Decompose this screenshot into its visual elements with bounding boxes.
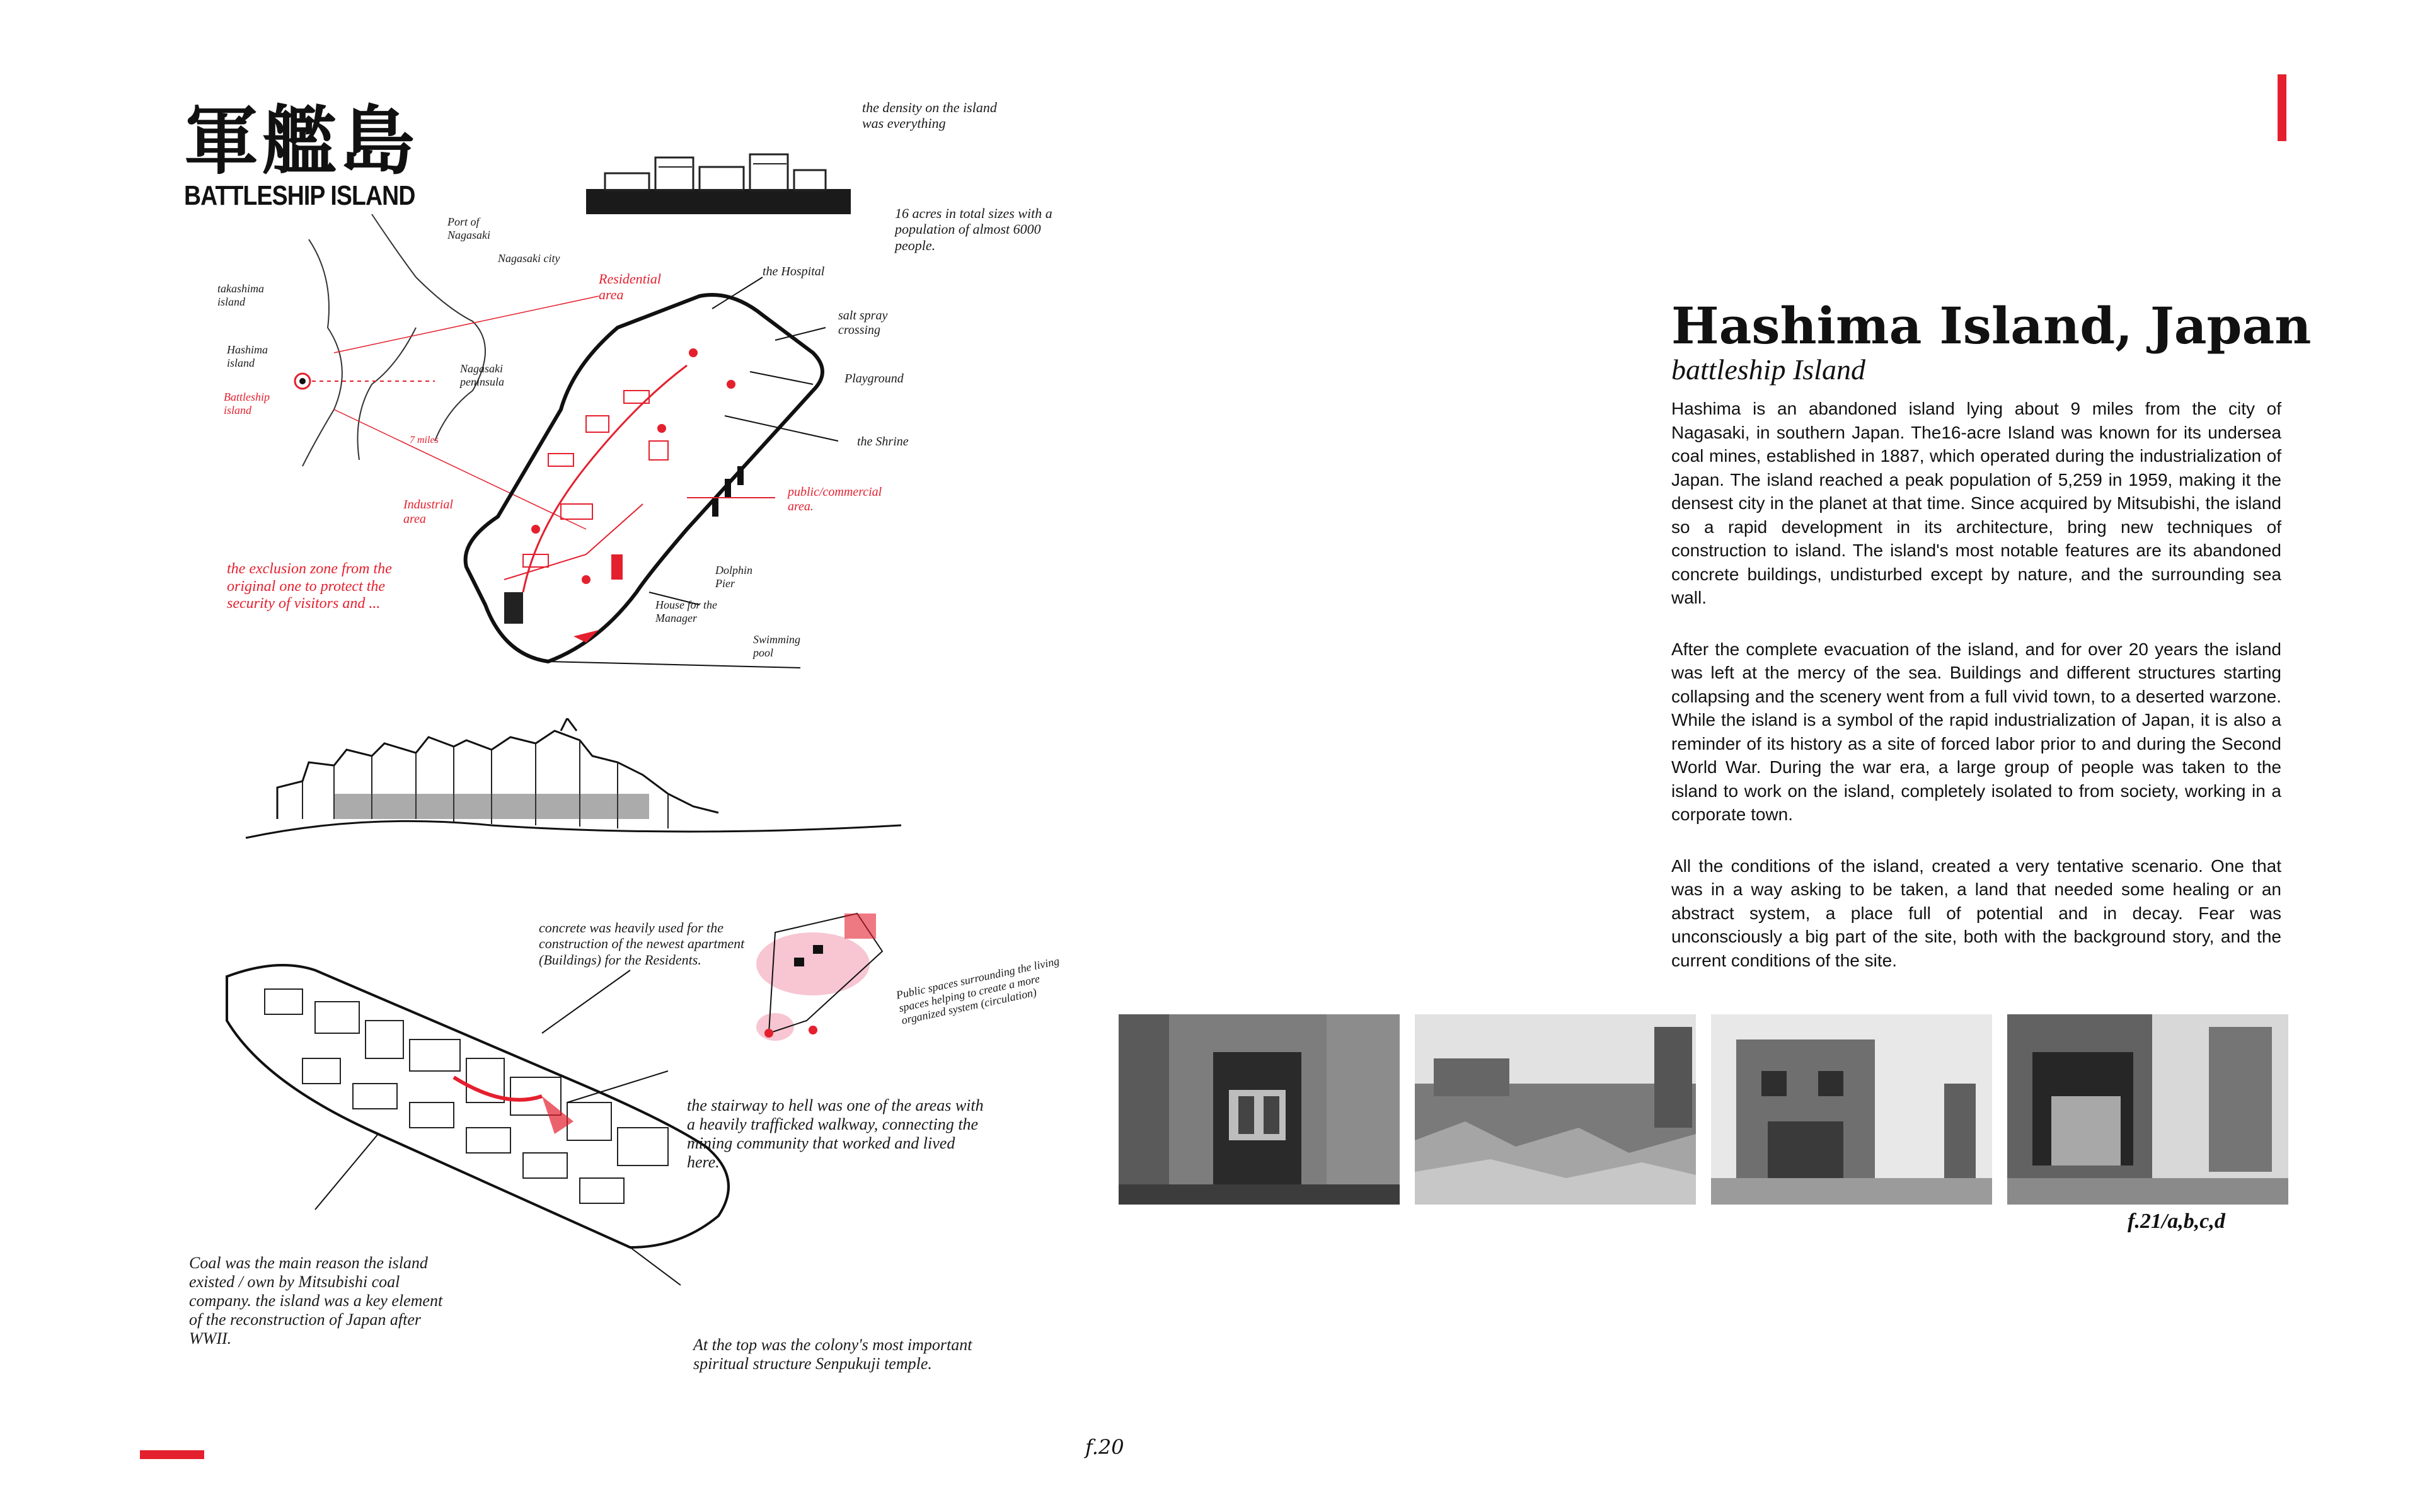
note-industrial: Industrial area xyxy=(403,498,453,526)
top-right-accent-bar xyxy=(2278,74,2286,141)
article-title: Hashima Island, Japan xyxy=(1671,296,2312,355)
note-takashima: takashima island xyxy=(217,282,264,308)
note-concrete: concrete was heavily used for the construction of the newest apartment (Buildings) for the Residents. xyxy=(539,920,745,968)
note-miles: 7 miles xyxy=(410,435,439,445)
note-peninsula: Nagasaki peninsula xyxy=(460,362,504,388)
note-swimming: Swimming pool xyxy=(753,633,801,659)
note-house: House for the Manager xyxy=(655,598,717,624)
note-hashima: Hashima island xyxy=(227,343,268,369)
note-coal: Coal was the main reason the island existed / own by Mitsubishi coal company. the island was a key element of the reconstruction of Japan after WWII. xyxy=(189,1254,443,1348)
figure-caption-left: f.20 xyxy=(1085,1435,1124,1459)
panorama-sketch xyxy=(239,718,908,850)
article-paragraph: Hashima is an abandoned island lying about 9 miles from the city of Nagasaki, in southern Japan. The16-acre Island was known for its undersea coal mines, established in 1887, which operated during the industrialization of Japan. The island reached a peak population of 5,259 in 1959, making it the densest city in the planet at that time. Since acquired by Mitsubishi, the island so a rapid development in its architecture, bring new techniques of construction to island. The island's most notable features are its abandoned concrete buildings, undisturbed except by nature, and the surrounding sea wall. xyxy=(1671,399,2281,607)
article-paragraph: All the conditions of the island, created a very tentative scenario. One that was in a way asking to be taken, a land that needed some healing or an abstract system, a place full of potential and in decay. Fear was unconsciously a big part of the site, both with the background story, and the current conditions of the site. xyxy=(1671,856,2281,970)
note-exclusion: the exclusion zone from the original one to protect the security of visitors and ... xyxy=(227,561,392,612)
photo-ruin-d xyxy=(2007,1014,2288,1205)
note-acres: 16 acres in total sizes with a population of almost 6000 people. xyxy=(895,205,1052,253)
photo-ruin-c xyxy=(1711,1014,1992,1205)
bottom-left-accent-bar xyxy=(140,1450,204,1459)
logo-kanji: 軍艦島 xyxy=(184,98,419,185)
note-battleship: Battleship island xyxy=(224,391,270,416)
note-salt-spray: salt spray crossing xyxy=(838,309,888,337)
note-port: Port of Nagasaki xyxy=(447,215,491,241)
article-paragraph: After the complete evacuation of the island, and for over 20 years the island was left at the mercy of the sea. Buildings and different structures starting collapsing and the scenery went from a full vivid town, to a deserted warzone. While the island is a symbol of the rapid industrialization of Japan, it is also a reminder of its history as a site of forced labor prior to and during the Second World War. During the war era, a large group of people was taken to the island to work on the island, completely isolated to from society, working in a corporate town. xyxy=(1671,639,2281,824)
logo-subtitle: BATTLESHIP ISLAND xyxy=(184,180,415,211)
photo-ruin-b xyxy=(1415,1014,1696,1205)
figure-caption-right: f.21/a,b,c,d xyxy=(2128,1210,2225,1233)
photo-ruin-a xyxy=(1119,1014,1400,1205)
note-temple: At the top was the colony's most important spiritual structure Senpukuji temple. xyxy=(693,1336,972,1373)
note-public: public/commercial area. xyxy=(788,485,882,513)
note-stairway: the stairway to hell was one of the areas with a heavily trafficked walkway, connecting the mining community that worked and lived here. xyxy=(687,1096,984,1171)
note-playground: Playground xyxy=(844,372,904,386)
note-residential: Residential area xyxy=(599,271,661,303)
note-nagasaki-city: Nagasaki city xyxy=(498,252,560,265)
note-dolphin: Dolphin Pier xyxy=(715,564,753,590)
note-shrine: the Shrine xyxy=(857,435,909,449)
note-hospital: the Hospital xyxy=(763,265,825,278)
note-density: the density on the island was everything xyxy=(862,100,997,132)
article-body xyxy=(1671,397,2281,1000)
note-public-spaces: Public spaces surrounding the living spaces helping to create a more organized system (circulation) xyxy=(895,954,1061,1028)
article-subtitle: battleship Island xyxy=(1671,353,1865,386)
